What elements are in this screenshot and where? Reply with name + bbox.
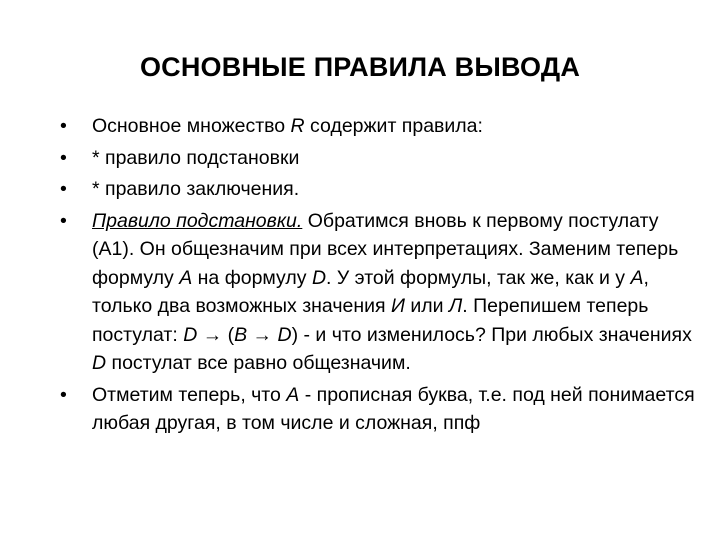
bullet-icon: •	[60, 178, 67, 200]
item-text: * правило подстановки	[92, 146, 300, 169]
item-text: или	[404, 295, 449, 317]
item-math: Л	[448, 295, 463, 317]
item-text: на формулу	[192, 266, 312, 289]
item-text: Основное множество	[92, 115, 291, 137]
list-item	[56, 112, 706, 141]
item-text: ) - и что изменилось? При любых значениях	[291, 323, 692, 346]
list-item	[56, 144, 706, 173]
list-item	[56, 207, 706, 378]
item-math: А	[630, 266, 644, 289]
item-math: И	[390, 295, 405, 317]
bullet-list	[56, 112, 706, 441]
item-text: * правило заключения.	[92, 178, 300, 200]
item-math: D	[183, 323, 198, 346]
bullet-icon: •	[60, 383, 67, 406]
list-item	[56, 175, 706, 204]
item-math: B	[234, 323, 248, 346]
item-heading-underlined: Правило подстановки.	[92, 209, 303, 232]
item-math: А	[286, 383, 300, 406]
item-math: D	[92, 352, 107, 374]
item-text: Отметим теперь, что	[92, 383, 287, 406]
list-item	[56, 381, 706, 438]
item-math: D	[277, 323, 292, 346]
item-text: Обратимся вновь к первому постулату (А1). Он общезначим при всех интерпретациях. Заменим теперь формулу	[92, 209, 679, 289]
item-math: D	[311, 266, 327, 289]
bullet-icon: •	[60, 209, 67, 232]
item-text: . У этой формулы, так же, как и у	[326, 266, 631, 289]
item-text: , только два возможных значения	[92, 266, 649, 317]
slide-title: ОСНОВНЫЕ ПРАВИЛА ВЫВОДА	[139, 52, 581, 82]
item-text: - прописная буква, т.е. под ней понимается любая другая, в том числе и сложная, ппф	[92, 383, 695, 434]
item-text: . Перепишем теперь постулат:	[92, 295, 649, 346]
item-text: содержит правила:	[304, 115, 483, 137]
item-text: постулат все равно общезначим.	[106, 352, 411, 374]
bullet-icon: •	[60, 146, 67, 169]
bullet-icon: •	[60, 115, 67, 137]
item-math: А	[179, 266, 193, 289]
item-math-r: R	[290, 115, 305, 137]
item-text: →	[247, 323, 278, 346]
item-text: → (	[197, 323, 235, 346]
